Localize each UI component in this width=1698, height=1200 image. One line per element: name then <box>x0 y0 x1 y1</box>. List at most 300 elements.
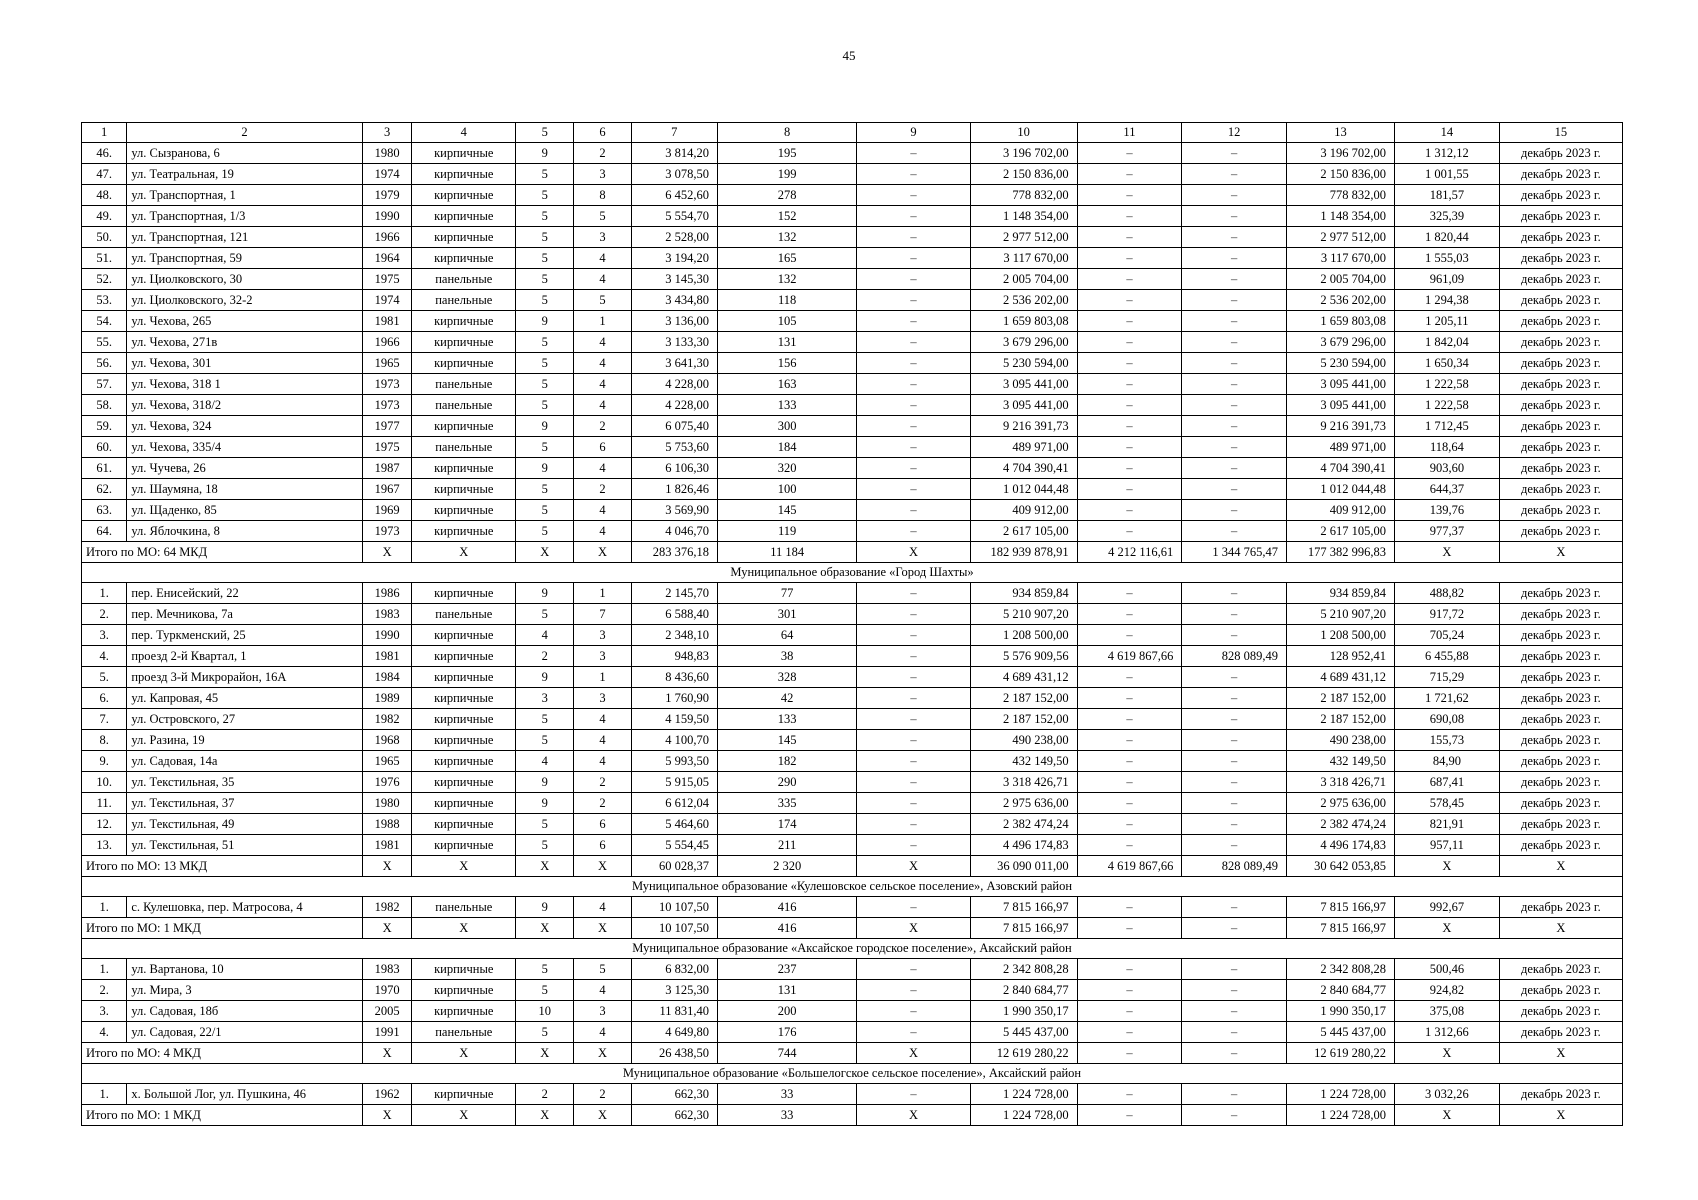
table-cell: 133 <box>718 709 857 730</box>
table-cell: 4 <box>574 269 631 290</box>
table-cell: 1 760,90 <box>631 688 717 709</box>
table-cell: пер. Туркменский, 25 <box>127 625 362 646</box>
table-cell: Муниципальное образование «Кулешовское сельское поселение», Азовский район <box>82 877 1623 897</box>
table-cell: 1966 <box>362 227 412 248</box>
table-cell: кирпичные <box>412 793 516 814</box>
table-cell: кирпичные <box>412 353 516 374</box>
table-cell: декабрь 2023 г. <box>1499 206 1622 227</box>
table-cell: ул. Чехова, 301 <box>127 353 362 374</box>
table-cell: 3 078,50 <box>631 164 717 185</box>
table-cell: 4 <box>574 897 631 918</box>
table-cell: – <box>1077 835 1182 856</box>
table-cell: 6 <box>574 835 631 856</box>
table-cell: декабрь 2023 г. <box>1499 959 1622 980</box>
table-cell: 3 196 702,00 <box>1287 143 1395 164</box>
table-cell: 5 <box>516 604 574 625</box>
table-cell: 1964 <box>362 248 412 269</box>
table-cell: кирпичные <box>412 416 516 437</box>
table-cell: 33 <box>718 1105 857 1126</box>
table-cell: 1 344 765,47 <box>1182 542 1287 563</box>
table-cell: – <box>1182 730 1287 751</box>
table-cell: X <box>516 542 574 563</box>
table-cell: – <box>1077 458 1182 479</box>
table-cell: 53. <box>82 290 127 311</box>
table-cell: – <box>857 814 970 835</box>
table-cell: – <box>1182 1022 1287 1043</box>
table-cell: 14 <box>1395 123 1500 143</box>
table-cell: 2 <box>516 1084 574 1105</box>
table-cell: 5 210 907,20 <box>1287 604 1395 625</box>
table-cell: 13 <box>1287 123 1395 143</box>
table-cell: 578,45 <box>1395 793 1500 814</box>
table-cell: 5 <box>516 185 574 206</box>
table-cell: панельные <box>412 1022 516 1043</box>
table-cell: декабрь 2023 г. <box>1499 248 1622 269</box>
table-cell: 2 617 105,00 <box>1287 521 1395 542</box>
table-cell: 2 977 512,00 <box>970 227 1077 248</box>
table-cell: – <box>1077 437 1182 458</box>
table-cell: – <box>1182 227 1287 248</box>
table-cell: 3 <box>574 625 631 646</box>
table-cell: 132 <box>718 227 857 248</box>
table-cell: кирпичные <box>412 521 516 542</box>
table-cell: 1 <box>82 123 127 143</box>
table-cell: – <box>1182 604 1287 625</box>
table-cell: 409 912,00 <box>1287 500 1395 521</box>
table-cell: 5 <box>574 206 631 227</box>
table-cell: ул. Театральная, 19 <box>127 164 362 185</box>
table-cell: – <box>1182 332 1287 353</box>
table-row <box>82 772 1623 793</box>
table-cell: 1 826,46 <box>631 479 717 500</box>
table-cell: кирпичные <box>412 709 516 730</box>
table-cell: – <box>1077 688 1182 709</box>
table-cell: – <box>1077 730 1182 751</box>
table-cell: 4 159,50 <box>631 709 717 730</box>
table-cell: 3 641,30 <box>631 353 717 374</box>
table-cell: 10 107,50 <box>631 918 717 939</box>
table-cell: ул. Яблочкина, 8 <box>127 521 362 542</box>
table-cell: – <box>857 625 970 646</box>
table-cell: 5 <box>516 227 574 248</box>
table-cell: 5 <box>516 332 574 353</box>
table-cell: ул. Текстильная, 35 <box>127 772 362 793</box>
table-cell: ул. Садовая, 14а <box>127 751 362 772</box>
table-cell: – <box>857 143 970 164</box>
table-cell: 5 915,05 <box>631 772 717 793</box>
table-cell: – <box>857 1001 970 1022</box>
table-cell: ул. Чехова, 335/4 <box>127 437 362 458</box>
table-cell: декабрь 2023 г. <box>1499 353 1622 374</box>
table-cell: 1 012 044,48 <box>970 479 1077 500</box>
table-cell: 58. <box>82 395 127 416</box>
table-cell: X <box>362 1105 412 1126</box>
table-cell: 4 212 116,61 <box>1077 542 1182 563</box>
table-cell: 2 528,00 <box>631 227 717 248</box>
table-cell: декабрь 2023 г. <box>1499 290 1622 311</box>
table-cell: 1. <box>82 583 127 604</box>
table-row <box>82 646 1623 667</box>
table-cell: 5 753,60 <box>631 437 717 458</box>
table-row <box>82 269 1623 290</box>
table-cell: 9 <box>857 123 970 143</box>
table-cell: декабрь 2023 г. <box>1499 583 1622 604</box>
table-cell: 1 312,66 <box>1395 1022 1500 1043</box>
table-cell: Муниципальное образование «Аксайское городское поселение», Аксайский район <box>82 939 1623 959</box>
table-cell: 4 100,70 <box>631 730 717 751</box>
table-row <box>82 185 1623 206</box>
table-cell: – <box>1077 248 1182 269</box>
table-row <box>82 688 1623 709</box>
table-cell: 2 342 808,28 <box>970 959 1077 980</box>
table-cell: кирпичные <box>412 185 516 206</box>
table-cell: 6 455,88 <box>1395 646 1500 667</box>
table-cell: 165 <box>718 248 857 269</box>
table-cell: – <box>1077 332 1182 353</box>
table-cell: 1 712,45 <box>1395 416 1500 437</box>
table-cell: 917,72 <box>1395 604 1500 625</box>
table-cell: Итого по МО: 13 МКД <box>82 856 363 877</box>
table-row <box>82 1001 1623 1022</box>
table-cell: 5 <box>516 248 574 269</box>
table-cell: 4 <box>574 1022 631 1043</box>
table-cell: 9 <box>516 897 574 918</box>
table-row <box>82 227 1623 248</box>
table-cell: 2 840 684,77 <box>970 980 1077 1001</box>
table-cell: 5 <box>516 269 574 290</box>
table-cell: декабрь 2023 г. <box>1499 688 1622 709</box>
table-cell: 5 <box>516 709 574 730</box>
table-cell: 6. <box>82 688 127 709</box>
total-row <box>82 918 1623 939</box>
table-cell: кирпичные <box>412 500 516 521</box>
table-cell: 64. <box>82 521 127 542</box>
table-cell: 9. <box>82 751 127 772</box>
table-cell: – <box>1077 918 1182 939</box>
table-cell: декабрь 2023 г. <box>1499 835 1622 856</box>
table-cell: X <box>1395 918 1500 939</box>
table-cell: – <box>1182 667 1287 688</box>
table-cell: 128 952,41 <box>1287 646 1395 667</box>
table-cell: 1974 <box>362 290 412 311</box>
table-cell: – <box>1077 269 1182 290</box>
table-cell: X <box>362 856 412 877</box>
table-cell: 59. <box>82 416 127 437</box>
table-cell: панельные <box>412 604 516 625</box>
table-cell: 33 <box>718 1084 857 1105</box>
table-cell: 3 679 296,00 <box>1287 332 1395 353</box>
table-body <box>82 123 1623 1126</box>
table-cell: 8 436,60 <box>631 667 717 688</box>
table-cell: 2 536 202,00 <box>1287 290 1395 311</box>
table-cell: кирпичные <box>412 814 516 835</box>
table-row <box>82 290 1623 311</box>
table-cell: декабрь 2023 г. <box>1499 793 1622 814</box>
table-cell: 36 090 011,00 <box>970 856 1077 877</box>
table-cell: ул. Текстильная, 51 <box>127 835 362 856</box>
table-cell: кирпичные <box>412 143 516 164</box>
table-cell: 5 993,50 <box>631 751 717 772</box>
table-cell: – <box>1182 458 1287 479</box>
table-cell: 5 <box>516 206 574 227</box>
table-cell: 3. <box>82 625 127 646</box>
table-cell: 145 <box>718 500 857 521</box>
table-row <box>82 164 1623 185</box>
table-cell: 7. <box>82 709 127 730</box>
table-cell: 49. <box>82 206 127 227</box>
table-cell: – <box>1182 1043 1287 1064</box>
table-cell: – <box>1077 959 1182 980</box>
table-cell: кирпичные <box>412 583 516 604</box>
table-cell: – <box>857 206 970 227</box>
table-cell: 174 <box>718 814 857 835</box>
table-cell: – <box>857 395 970 416</box>
table-cell: 5 <box>574 959 631 980</box>
table-cell: декабрь 2023 г. <box>1499 751 1622 772</box>
table-row <box>82 143 1623 164</box>
table-cell: 5 <box>516 395 574 416</box>
table-cell: 2 536 202,00 <box>970 290 1077 311</box>
table-cell: – <box>857 772 970 793</box>
table-cell: кирпичные <box>412 248 516 269</box>
table-cell: ул. Транспортная, 1 <box>127 185 362 206</box>
table-cell: 328 <box>718 667 857 688</box>
table-cell: кирпичные <box>412 458 516 479</box>
table-cell: 4 496 174,83 <box>970 835 1077 856</box>
table-cell: 9 216 391,73 <box>1287 416 1395 437</box>
table-cell: – <box>1077 1001 1182 1022</box>
table-cell: – <box>1077 583 1182 604</box>
table-cell: панельные <box>412 897 516 918</box>
table-cell: ул. Щаденко, 85 <box>127 500 362 521</box>
table-cell: 60 028,37 <box>631 856 717 877</box>
table-cell: 2 187 152,00 <box>1287 688 1395 709</box>
table-cell: 5 <box>574 290 631 311</box>
table-cell: 181,57 <box>1395 185 1500 206</box>
table-cell: – <box>1077 814 1182 835</box>
table-cell: 4 619 867,66 <box>1077 646 1182 667</box>
table-cell: 1988 <box>362 814 412 835</box>
table-cell: 3 814,20 <box>631 143 717 164</box>
table-cell: 301 <box>718 604 857 625</box>
table-cell: 6 075,40 <box>631 416 717 437</box>
table-cell: 11. <box>82 793 127 814</box>
table-cell: 3 095 441,00 <box>1287 374 1395 395</box>
table-cell: декабрь 2023 г. <box>1499 416 1622 437</box>
table-cell: 6 452,60 <box>631 185 717 206</box>
table-cell: декабрь 2023 г. <box>1499 332 1622 353</box>
table-cell: – <box>857 793 970 814</box>
table-cell: 3 <box>574 227 631 248</box>
table-cell: 119 <box>718 521 857 542</box>
table-cell: 4 <box>574 374 631 395</box>
table-cell: 5 230 594,00 <box>970 353 1077 374</box>
table-cell: 934 859,84 <box>970 583 1077 604</box>
table-cell: 2 150 836,00 <box>1287 164 1395 185</box>
table-cell: 1 205,11 <box>1395 311 1500 332</box>
table-cell: 325,39 <box>1395 206 1500 227</box>
table-cell: – <box>1182 248 1287 269</box>
table-cell: ул. Чехова, 318/2 <box>127 395 362 416</box>
table-cell: 5 <box>516 479 574 500</box>
table-cell: 3 569,90 <box>631 500 717 521</box>
table-cell: 2 617 105,00 <box>970 521 1077 542</box>
table-row <box>82 437 1623 458</box>
table-cell: ул. Мира, 3 <box>127 980 362 1001</box>
table-cell: 3 434,80 <box>631 290 717 311</box>
table-cell: 184 <box>718 437 857 458</box>
table-cell: 1987 <box>362 458 412 479</box>
table-cell: 320 <box>718 458 857 479</box>
table-cell: 2 187 152,00 <box>970 688 1077 709</box>
table-cell: 3 136,00 <box>631 311 717 332</box>
housing-repair-table <box>81 122 1623 1126</box>
table-cell: 2 187 152,00 <box>1287 709 1395 730</box>
table-cell: 1984 <box>362 667 412 688</box>
table-cell: – <box>1077 500 1182 521</box>
table-cell: декабрь 2023 г. <box>1499 667 1622 688</box>
table-cell: – <box>1077 353 1182 374</box>
table-cell: декабрь 2023 г. <box>1499 374 1622 395</box>
table-cell: 9 <box>516 311 574 332</box>
table-cell: 2 <box>574 772 631 793</box>
table-cell: 4 046,70 <box>631 521 717 542</box>
table-cell: 11 184 <box>718 542 857 563</box>
table-row <box>82 835 1623 856</box>
table-cell: 3 095 441,00 <box>970 374 1077 395</box>
table-cell: 1 222,58 <box>1395 374 1500 395</box>
table-cell: 5 210 907,20 <box>970 604 1077 625</box>
table-cell: 1982 <box>362 709 412 730</box>
table-cell: 961,09 <box>1395 269 1500 290</box>
table-cell: 7 815 166,97 <box>1287 897 1395 918</box>
table-cell: – <box>857 353 970 374</box>
table-cell: 1 001,55 <box>1395 164 1500 185</box>
table-cell: 46. <box>82 143 127 164</box>
table-cell: 12 619 280,22 <box>1287 1043 1395 1064</box>
table-cell: кирпичные <box>412 980 516 1001</box>
table-cell: 3 <box>574 164 631 185</box>
table-cell: X <box>857 856 970 877</box>
table-cell: X <box>362 542 412 563</box>
table-cell: – <box>1182 353 1287 374</box>
table-cell: 8. <box>82 730 127 751</box>
table-cell: ул. Шаумяна, 18 <box>127 479 362 500</box>
table-cell: 1965 <box>362 751 412 772</box>
table-cell: 48. <box>82 185 127 206</box>
table-cell: 1983 <box>362 959 412 980</box>
table-cell: 4 689 431,12 <box>970 667 1077 688</box>
table-cell: – <box>857 646 970 667</box>
table-row <box>82 521 1623 542</box>
table-cell: 1979 <box>362 185 412 206</box>
table-cell: 2005 <box>362 1001 412 1022</box>
table-cell: 156 <box>718 353 857 374</box>
table-cell: 131 <box>718 980 857 1001</box>
table-cell: 1967 <box>362 479 412 500</box>
table-cell: – <box>857 688 970 709</box>
table-cell: 4 <box>516 625 574 646</box>
table-row <box>82 374 1623 395</box>
table-cell: 1 222,58 <box>1395 395 1500 416</box>
table-cell: – <box>1077 604 1182 625</box>
table-cell: 1 208 500,00 <box>1287 625 1395 646</box>
table-cell: – <box>857 500 970 521</box>
table-cell: декабрь 2023 г. <box>1499 814 1622 835</box>
table-cell: кирпичные <box>412 332 516 353</box>
table-cell: декабрь 2023 г. <box>1499 709 1622 730</box>
table-cell: 84,90 <box>1395 751 1500 772</box>
table-cell: 4 <box>574 353 631 374</box>
table-cell: 200 <box>718 1001 857 1022</box>
table-cell: – <box>1077 1105 1182 1126</box>
table-cell: X <box>857 542 970 563</box>
table-cell: ул. Садовая, 22/1 <box>127 1022 362 1043</box>
table-cell: 924,82 <box>1395 980 1500 1001</box>
table-cell: 1981 <box>362 835 412 856</box>
table-cell: 4 <box>574 980 631 1001</box>
table-cell: 290 <box>718 772 857 793</box>
table-cell: – <box>1077 311 1182 332</box>
table-cell: 62. <box>82 479 127 500</box>
table-cell: X <box>1395 856 1500 877</box>
table-cell: X <box>516 856 574 877</box>
table-cell: панельные <box>412 269 516 290</box>
table-cell: 1969 <box>362 500 412 521</box>
table-cell: 10. <box>82 772 127 793</box>
table-cell: кирпичные <box>412 164 516 185</box>
table-row <box>82 416 1623 437</box>
table-cell: 5 554,45 <box>631 835 717 856</box>
table-cell: X <box>516 1043 574 1064</box>
table-cell: – <box>1077 416 1182 437</box>
table-cell: декабрь 2023 г. <box>1499 269 1622 290</box>
table-cell: 4 649,80 <box>631 1022 717 1043</box>
table-cell: 8 <box>718 123 857 143</box>
table-row <box>82 793 1623 814</box>
table-cell: 12 <box>1182 123 1287 143</box>
table-cell: 3 117 670,00 <box>970 248 1077 269</box>
table-cell: 1 224 728,00 <box>970 1084 1077 1105</box>
table-cell: – <box>857 751 970 772</box>
table-cell: 9 <box>516 772 574 793</box>
table-cell: 42 <box>718 688 857 709</box>
table-cell: 5 464,60 <box>631 814 717 835</box>
table-cell: 9 <box>516 583 574 604</box>
table-cell: 1968 <box>362 730 412 751</box>
table-cell: 1973 <box>362 395 412 416</box>
table-cell: декабрь 2023 г. <box>1499 500 1622 521</box>
table-row <box>82 479 1623 500</box>
table-cell: 176 <box>718 1022 857 1043</box>
table-cell: X <box>362 1043 412 1064</box>
table-cell: 6 612,04 <box>631 793 717 814</box>
section-header-row <box>82 563 1623 583</box>
table-cell: – <box>1182 583 1287 604</box>
table-row <box>82 500 1623 521</box>
table-cell: 744 <box>718 1043 857 1064</box>
table-cell: 26 438,50 <box>631 1043 717 1064</box>
table-cell: 9 <box>516 667 574 688</box>
table-cell: – <box>1182 395 1287 416</box>
table-cell: кирпичные <box>412 206 516 227</box>
table-cell: 1975 <box>362 437 412 458</box>
table-cell: 51. <box>82 248 127 269</box>
table-cell: 500,46 <box>1395 959 1500 980</box>
table-row <box>82 583 1623 604</box>
table-cell: – <box>1077 479 1182 500</box>
table-cell: 9 <box>516 143 574 164</box>
